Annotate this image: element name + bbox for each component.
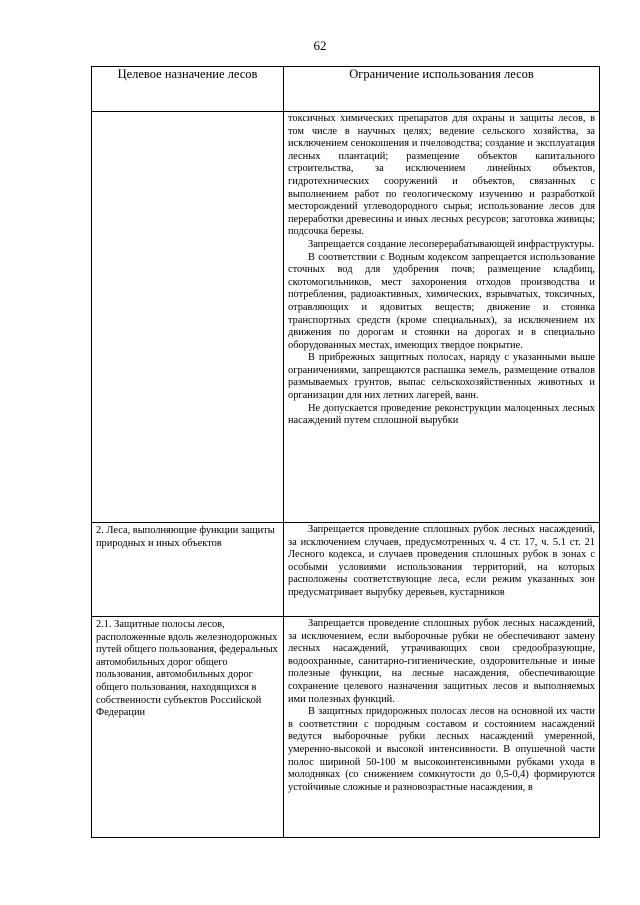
purpose-cell: 2. Леса, выполняющие функции защиты природных и иных объектов — [92, 523, 284, 617]
table-row — [92, 617, 600, 838]
restriction-paragraph: Запрещается создание лесоперерабатывающей инфраструктуры. — [308, 238, 595, 250]
table-row — [92, 523, 600, 617]
restriction-paragraph: токсичных химических препаратов для охраны и защиты лесов, в том числе в научных целях; ведение сельского хозяйства, за исключением сенокошения и пчеловодства; создание и эксплуатация лесных плантаций; размещение объектов капитального строительства, за исключением линейных объектов, гидротехнических сооружений и объектов, связанных с выполнением работ по геологическому изучению и разработкой месторождений углеводородного сырья; использование лесов для переработки древесины и иных лесных ресурсов; заготовка живицы; подсочка березы. — [288, 113, 595, 238]
restrictions-table — [91, 66, 600, 838]
restriction-cell — [284, 112, 600, 523]
header-purpose: Целевое назначение лесов — [92, 67, 284, 112]
header-restriction: Ограничение использования лесов — [284, 67, 600, 112]
restriction-paragraph: В прибрежных защитных полосах, наряду с указанными выше ограничениями, запрещаются распашка земель, размещение отвалов размываемых грунтов, выпас сельскохозяйственных животных и организации для них летних лагерей, ванн. — [288, 352, 595, 402]
purpose-cell: 2.1. Защитные полосы лесов, расположенные вдоль железнодорожных путей общего пользования, федеральных автомобильных дорог общего пользования, автомобильных дорог общего пользования, находящихся в собственности субъектов Российской Федерации — [92, 617, 284, 838]
table-row — [92, 112, 600, 523]
page-number: 62 — [313, 38, 327, 53]
restriction-paragraph: В соответствии с Водным кодексом запрещается использование сточных вод для удобрения почв; размещение кладбищ, скотомогильников, мест захоронения отходов производства и потребления, радиоактивных, химических, взрывчатых, токсичных, отравляющих и ядовитых веществ; движение и стоянка транспортных средств (кроме специальных), за исключением их движения по дорогам и стоянки на дорогах и в специально оборудованных местах, имеющих твердое покрытие. — [288, 251, 595, 351]
restriction-paragraph: Не допускается проведение реконструкции малоценных лесных насаждений путем сплошной вырубки — [288, 402, 595, 427]
restriction-paragraph: В защитных придорожных полосах лесов на основной их части в соответствии с породным составом и состоянием насаждений ведутся выборочные рубки лесных насаждений умеренной, умеренно-высокой и высокой интенсивности. В опушечной части полос шириной 50-100 м высокоинтенсивными рубками ухода в молодняках (со снижением сомкнутости до 0,5-0,4) формируются устойчивые сложные и разновозрастные насаждения, в — [288, 706, 595, 793]
restriction-cell — [284, 617, 600, 838]
purpose-cell — [92, 112, 284, 523]
restriction-paragraph: Запрещается проведение сплошных рубок лесных насаждений, за исключением случаев, предусмотренных ч. 4 ст. 17, ч. 5.1 ст. 21 Лесного кодекса, и случаев проведения сплошных рубок в зонах с особыми условиями использования территорий, на которых расположены соответствующие леса, если режим указанных зон предусматривает вырубку деревьев, кустарников — [288, 524, 595, 598]
restriction-cell — [284, 523, 600, 617]
restriction-paragraph: Запрещается проведение сплошных рубок лесных насаждений, за исключением, если выборочные рубки не обеспечивают замену лесных насаждений, утрачивающих свои средообразующие, водоохранные, санитарно-гигиенические, оздоровительные и иные полезные функции, на лесные насаждения, обеспечивающие сохранение целевого назначения защитных лесов и выполняемых ими полезных функций. — [288, 618, 595, 705]
table-header-row — [92, 67, 600, 112]
